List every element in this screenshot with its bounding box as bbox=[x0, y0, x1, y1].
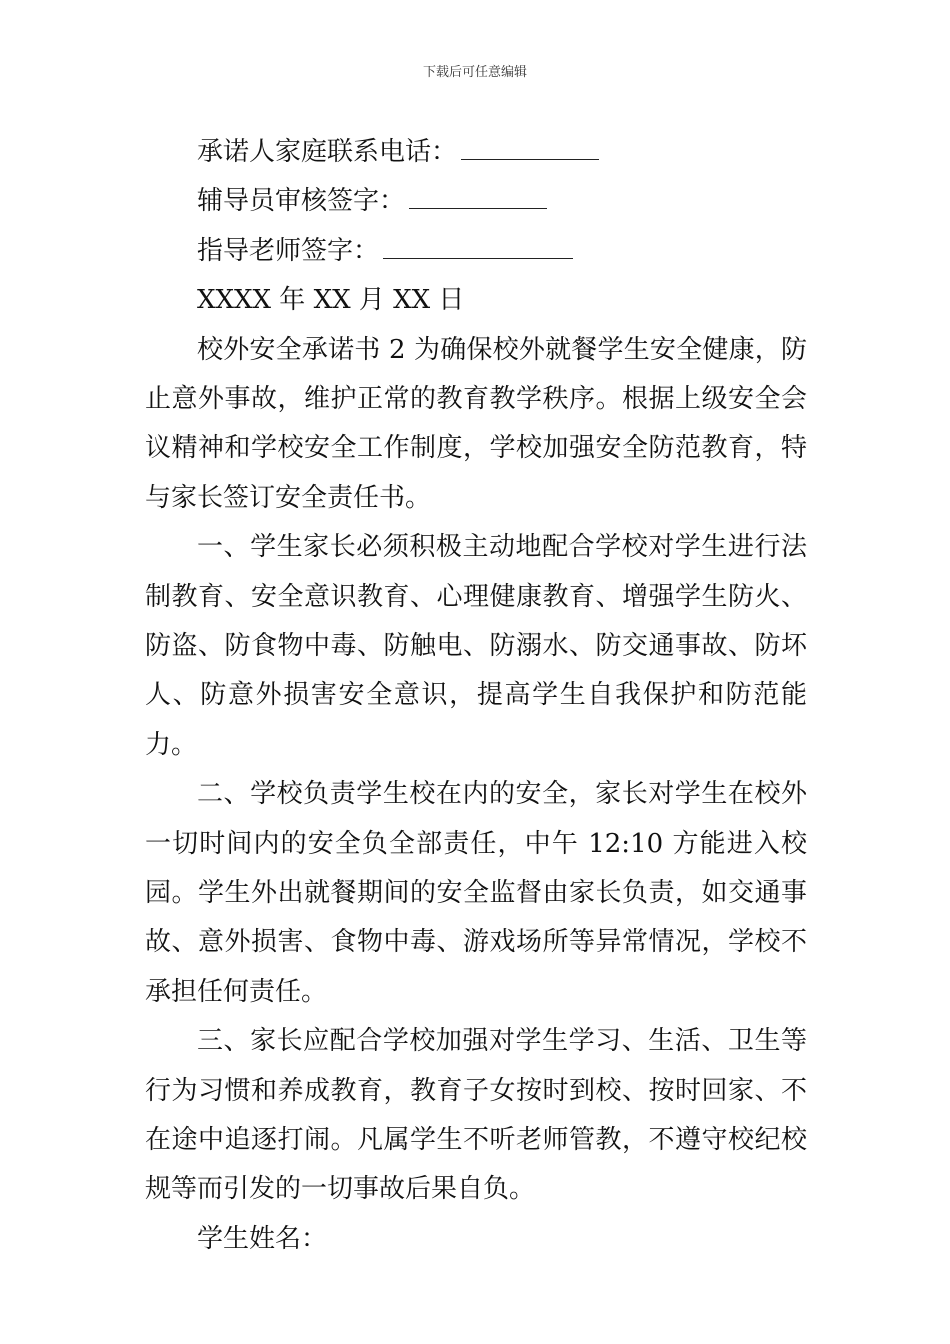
student-name-row bbox=[145, 1215, 807, 1264]
phone-field-row bbox=[145, 128, 807, 177]
paragraph-clause-1: 一、学生家长必须积极主动地配合学校对学生进行法制教育、安全意识教育、心理健康教育、增强学生防火、防盗、防食物中毒、防触电、防溺水、防交通事故、防坏人、防意外损害安全意识，提高学生自我保护和防范能力。 bbox=[145, 532, 807, 760]
paragraph-intro: 校外安全承诺书 2 为确保校外就餐学生安全健康，防止意外事故，维护正常的教育教学秩序。根据上级安全会议精神和学校安全工作制度，学校加强安全防范教育，特与家长签订安全责任书。 bbox=[145, 334, 807, 513]
paragraph-clause-2: 二、学校负责学生校在内的安全，家长对学生在校外一切时间内的安全负全部责任，中午 12:10 方能进入校园。学生外出就餐期间的安全监督由家长负责，如交通事故、意外损害、食物中毒、游戏场所等异常情况，学校不承担任何责任。 bbox=[145, 779, 807, 1007]
paragraph-clause-3: 三、家长应配合学校加强对学生学习、生活、卫生等行为习惯和养成教育，教育子女按时到校、按时回家、不在途中追逐打闹。凡属学生不听老师管教，不遵守校纪校规等而引发的一切事故后果自负。 bbox=[145, 1026, 807, 1205]
phone-blank bbox=[461, 137, 599, 160]
counselor-signature-blank bbox=[409, 186, 547, 209]
document-body bbox=[145, 128, 807, 1264]
teacher-field-row bbox=[145, 227, 807, 276]
date-line: XXXX 年 XX 月 XX 日 bbox=[197, 285, 465, 316]
teacher-signature-label: 指导老师签字： bbox=[197, 235, 380, 266]
teacher-signature-blank bbox=[383, 236, 573, 259]
student-name-label: 学生姓名： bbox=[197, 1223, 328, 1254]
page-header: 下载后可任意编辑 bbox=[422, 65, 527, 80]
counselor-field-row bbox=[145, 177, 807, 226]
counselor-signature-label: 辅导员审核签字： bbox=[197, 186, 406, 217]
phone-label: 承诺人家庭联系电话： bbox=[197, 137, 458, 167]
